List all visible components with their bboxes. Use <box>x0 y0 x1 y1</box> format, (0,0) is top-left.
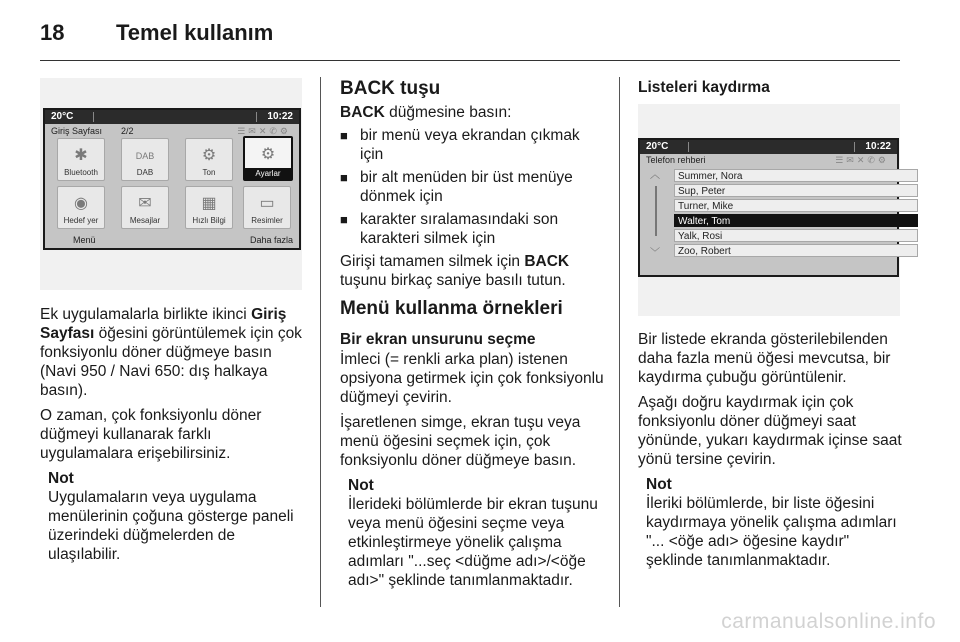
tile-label: Hedef yer <box>63 216 99 225</box>
note-box <box>348 476 606 590</box>
tile-label: Mesajlar <box>129 216 161 225</box>
column-3-heading: Listeleri kaydırma <box>638 79 770 96</box>
list-item: ■ bir menü veya ekrandan çıkmak için <box>340 126 606 164</box>
screen-subtitle: Giriş Sayfası <box>51 126 103 136</box>
list-screen-figure <box>638 104 900 316</box>
info-icon: ▦ <box>201 195 217 212</box>
status-bar <box>45 110 299 124</box>
tile-tone[interactable] <box>185 138 233 181</box>
tile-label: Ayarlar <box>245 168 291 179</box>
screen-page-indicator: 2/2 <box>121 126 134 136</box>
section-heading: BACK tuşu <box>340 78 441 99</box>
list-item[interactable]: Turner, Mike <box>674 199 918 212</box>
note-box <box>646 475 904 570</box>
status-icons: ☰✉✕✆⚙ <box>835 155 889 165</box>
tile-destination[interactable] <box>57 186 105 229</box>
section-heading: Menü kullanma örnekleri <box>340 298 563 319</box>
temperature-label: 20°C <box>646 141 669 152</box>
note-title: Not <box>48 470 74 487</box>
column-3-text <box>638 330 904 570</box>
paragraph: BACK düğmesine basın: <box>340 104 512 121</box>
scrollbar-track[interactable] <box>655 186 657 236</box>
paragraph: O zaman, çok fonksiyonlu döner düğmeyi kullanarak farklı uygulamalara erişebilirsiniz. <box>40 407 262 462</box>
menu-footer-button[interactable]: Menü <box>73 235 96 245</box>
paragraph: Ek uygulamalarla birlikte ikinci Giriş Sayfası öğesini görüntülemek için çok fonksiyonlu döner düğmeye basın (Navi 950 / Navi 650: dış halkaya basın). <box>40 306 302 399</box>
settings-icon: ⚙ <box>260 146 276 163</box>
more-footer-button[interactable]: Daha fazla <box>249 235 293 245</box>
column-2-text <box>340 78 606 590</box>
status-separator <box>688 142 689 152</box>
page-number: 18 <box>40 20 65 45</box>
tile-settings[interactable] <box>243 136 293 181</box>
list-item[interactable]: Sup, Peter <box>674 184 918 197</box>
tile-label: Hızlı Bilgi <box>192 216 226 225</box>
page-title: Temel kullanım <box>116 20 274 45</box>
screen-subtitle: Telefon rehberi <box>646 155 706 165</box>
bluetooth-icon: ✱ <box>74 147 88 164</box>
globe-icon: ◉ <box>74 195 88 212</box>
list-item[interactable]: Summer, Nora <box>674 169 918 182</box>
list-item[interactable]: Yalk, Rosi <box>674 229 918 242</box>
status-icons: ☰✉✕✆⚙ <box>237 126 291 136</box>
clock-label: 10:22 <box>267 111 293 122</box>
column-divider-2 <box>619 77 620 607</box>
paragraph: Aşağı doğru kaydırmak için çok fonksiyonlu döner düğmeyi saat yönünde, yukarı kaydırmak içinse saat yönü tersine çevirin. <box>638 394 902 468</box>
tile-label: Resimler <box>251 216 283 225</box>
note-text: İleriki bölümlerde, bir liste öğesini kaydırmaya yönelik çalışma adımları "... <öğe adı> öğesine kaydır" şeklinde tanımlanmaktadır. <box>646 495 897 569</box>
list-item-selected[interactable]: Walter, Tom <box>674 214 918 227</box>
note-title: Not <box>348 477 374 494</box>
status-separator <box>93 112 94 122</box>
note-text: Uygulamaların veya uygulama menülerinin çoğuna gösterge paneli üzerindeki düğmelerden de ulaşılabilir. <box>48 489 294 563</box>
note-title: Not <box>646 476 672 493</box>
tile-pictures[interactable] <box>243 186 291 229</box>
tile-messages[interactable] <box>121 186 169 229</box>
tile-label: DAB <box>136 168 154 177</box>
tile-dab[interactable] <box>121 138 169 181</box>
paragraph: İmleci (= renkli arka plan) istenen opsiyona getirmek için çok fonksiyonlu düğmeyi çevirin. <box>340 351 604 406</box>
clock-label: 10:22 <box>865 141 891 152</box>
list-item[interactable]: Zoo, Robert <box>674 244 918 257</box>
dab-icon: DAB <box>135 151 155 161</box>
paragraph: İşaretlenen simge, ekran tuşu veya menü öğesini seçmek için, çok fonksiyonlu döner düğmeye basın. <box>340 414 581 469</box>
column-1-text <box>40 305 308 564</box>
paragraph: Girişi tamamen silmek için BACK tuşunu birkaç saniye basılı tutun. <box>340 253 570 289</box>
watermark: carmanualsonline.info <box>721 610 936 633</box>
home-screen-figure <box>40 78 302 290</box>
tile-quick-info[interactable] <box>185 186 233 229</box>
subsection-heading: Bir ekran unsurunu seçme <box>340 331 536 348</box>
chevron-up-icon[interactable]: ︿ <box>650 170 660 181</box>
list-screen <box>638 138 899 277</box>
message-icon: ✉ <box>138 195 152 212</box>
temperature-label: 20°C <box>51 111 74 122</box>
status-separator <box>854 142 855 152</box>
tile-label: Ton <box>202 168 216 177</box>
list-item: ■ karakter sıralamasındaki son karakteri silmek için <box>340 210 606 248</box>
note-text: İlerideki bölümlerde bir ekran tuşunu veya menü öğesini seçme veya etkinleştirmeye yönelik çalışma adımları "...seç <düğme adı>/<öğe adı>" şeklinde tanımlanmaktadır. <box>348 496 598 589</box>
header-rule <box>40 60 900 61</box>
chevron-down-icon[interactable]: ﹀ <box>650 248 660 259</box>
bold-term: Giriş Sayfası <box>40 306 287 342</box>
column-divider-1 <box>320 77 321 607</box>
pictures-icon: ▭ <box>259 195 275 212</box>
tile-label: Bluetooth <box>64 168 98 177</box>
tile-bluetooth[interactable] <box>57 138 105 181</box>
status-separator <box>256 112 257 122</box>
status-bar <box>640 140 897 154</box>
bullet-list <box>340 126 606 248</box>
list-item: ■ bir alt menüden bir üst menüye dönmek için <box>340 168 606 206</box>
paragraph: Bir listede ekranda gösterilebilenden daha fazla menü öğesi mevcutsa, bir kaydırma çubuğu görüntülenir. <box>638 331 891 386</box>
note-box <box>48 469 308 564</box>
home-screen <box>43 108 301 250</box>
tone-icon: ⚙ <box>201 147 217 164</box>
